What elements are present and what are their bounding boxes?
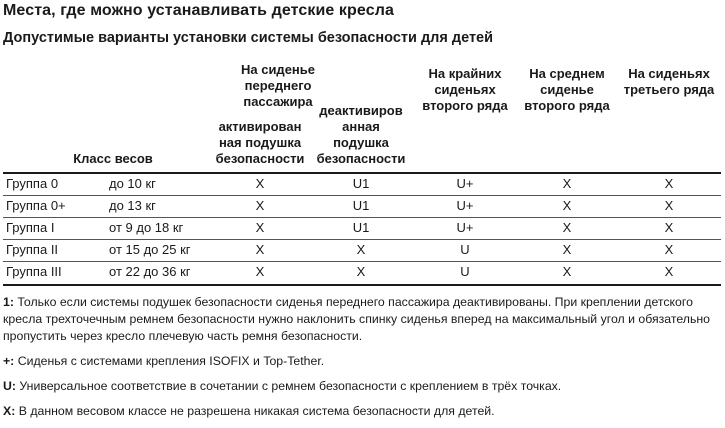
footnote-key: +: xyxy=(3,354,15,368)
header-rule xyxy=(3,172,721,174)
header-front-passenger: На сиденье переднего пассажира xyxy=(240,62,315,109)
row-divider xyxy=(3,217,721,218)
row-middle-second: X xyxy=(562,264,572,279)
footnote xyxy=(3,294,721,345)
row-third-row: X xyxy=(664,264,674,279)
page-subtitle: Допустимые варианты установки системы безопасности для детей xyxy=(3,30,494,46)
header-front-deactivated-airbag: деактивиров анная подушка безопасности xyxy=(316,103,406,166)
row-group: Группа II xyxy=(6,242,59,257)
footnote-text: Универсальное соответствие в сочетании с ремнем безопасности с креплением в трёх точках. xyxy=(19,379,562,393)
row-front-active: X xyxy=(255,242,265,257)
header-third-row: На сиденьях третьего ряда xyxy=(623,66,715,97)
header-middle-second-row: На среднем сиденье второго ряда xyxy=(524,66,610,113)
footnote-key: X: xyxy=(3,404,16,418)
row-front-deactivated: U1 xyxy=(352,198,370,213)
row-divider xyxy=(3,261,721,262)
row-front-active: X xyxy=(255,176,265,191)
row-third-row: X xyxy=(664,220,674,235)
row-weight: до 10 кг xyxy=(109,176,156,191)
footnote xyxy=(3,353,721,370)
footnote xyxy=(3,403,721,420)
footnotes xyxy=(3,294,721,428)
row-weight: до 13 кг xyxy=(109,198,156,213)
table-bottom-rule xyxy=(3,284,721,286)
row-outer-second: U xyxy=(460,264,470,279)
row-outer-second: U+ xyxy=(456,198,474,213)
row-outer-second: U+ xyxy=(456,176,474,191)
row-group: Группа 0+ xyxy=(6,198,66,213)
row-front-deactivated: U1 xyxy=(352,176,370,191)
header-front-active-airbag: активирован ная подушка безопасности xyxy=(215,119,305,166)
row-front-deactivated: X xyxy=(356,264,366,279)
row-weight: от 15 до 25 кг xyxy=(109,242,191,257)
header-outer-second-row: На крайних сиденьях второго ряда xyxy=(422,66,508,113)
row-third-row: X xyxy=(664,176,674,191)
row-group: Группа 0 xyxy=(6,176,59,191)
row-front-active: X xyxy=(255,198,265,213)
page-title: Места, где можно устанавливать детские кресла xyxy=(3,2,394,19)
row-weight: от 9 до 18 кг xyxy=(109,220,184,235)
row-outer-second: U+ xyxy=(456,220,474,235)
footnote xyxy=(3,378,721,395)
row-middle-second: X xyxy=(562,220,572,235)
header-weight-class: Класс весов xyxy=(73,151,153,166)
row-group: Группа III xyxy=(6,264,62,279)
footnote-key: 1: xyxy=(3,295,14,309)
row-middle-second: X xyxy=(562,242,572,257)
row-front-deactivated: X xyxy=(356,242,366,257)
row-middle-second: X xyxy=(562,176,572,191)
footnote-text: Сиденья с системами крепления ISOFIX и Top-Tether. xyxy=(17,354,325,368)
footnote-key: U: xyxy=(3,379,16,393)
row-weight: от 22 до 36 кг xyxy=(109,264,191,279)
row-front-deactivated: U1 xyxy=(352,220,370,235)
footnote-text: В данном весовом классе не разрешена никакая система безопасности для детей. xyxy=(18,404,495,418)
row-front-active: X xyxy=(255,264,265,279)
row-third-row: X xyxy=(664,198,674,213)
row-group: Группа I xyxy=(6,220,55,235)
row-third-row: X xyxy=(664,242,674,257)
row-middle-second: X xyxy=(562,198,572,213)
row-divider xyxy=(3,239,721,240)
row-front-active: X xyxy=(255,220,265,235)
row-divider xyxy=(3,195,721,196)
footnote-text: Только если системы подушек безопасности сиденья переднего пассажира деактивированы. При креплении детского кресла трехточечным ремнем безопасности нужно наклонить спинку сиденья вперед на максимальный угол и обязательно пропустить через кресло плечевую часть ремня безопасности. xyxy=(3,295,711,343)
row-outer-second: U xyxy=(460,242,470,257)
